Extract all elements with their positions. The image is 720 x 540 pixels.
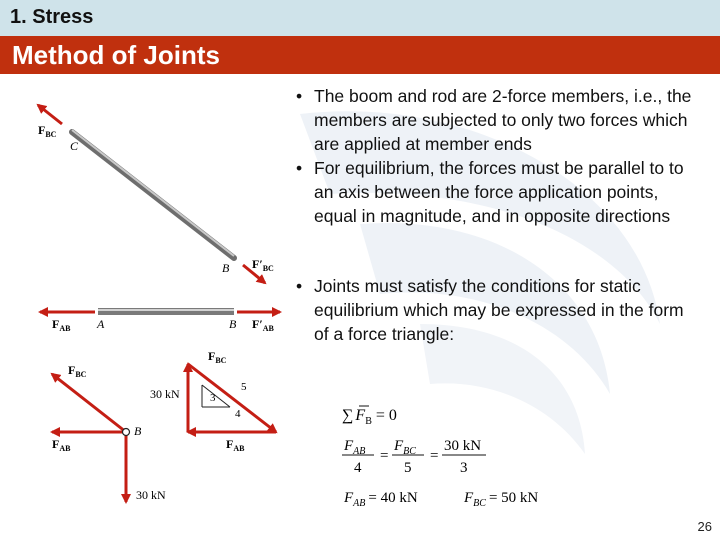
bullet-equilibrium-forces: • For equilibrium, the forces must be parallel to to an axis between the force application points, equal in magnitude, and in opposite directions — [292, 156, 702, 228]
slide-title: Method of Joints — [12, 40, 220, 70]
rod-member — [98, 308, 234, 315]
label-tri-5: 5 — [241, 381, 247, 393]
force-fbc-arrow — [38, 105, 62, 124]
label-tri-3: 3 — [210, 392, 216, 404]
bullet-list — [292, 84, 702, 346]
label-point-c: C — [70, 139, 79, 153]
label-point-a: A — [97, 317, 105, 331]
eq-result-fbc: $F_{BC} = 50$ kN — [464, 490, 539, 509]
label-joint-fab: $F_{AB}$ — [52, 437, 71, 453]
label-joint-load: 30 kN — [136, 488, 166, 502]
eq-frac2-num: $F_{BC}$ — [394, 438, 416, 457]
force-triangle — [188, 364, 276, 432]
eq-frac3-den: 3 — [460, 460, 468, 476]
boom-member — [72, 130, 234, 258]
label-fab-prime: $F'_{AB}$ — [252, 317, 274, 333]
free-body-diagram — [0, 74, 290, 514]
force-triangle-equations — [338, 398, 578, 510]
label-tri-fab: $F_{AB}$ — [226, 437, 245, 453]
label-joint-fbc: $F_{BC}$ — [68, 363, 87, 379]
label-fbc: $F_{BC}$ — [38, 123, 57, 139]
label-point-b-rod: B — [229, 317, 237, 331]
label-fab: $F_{AB}$ — [52, 317, 71, 333]
page-number: 26 — [697, 519, 712, 534]
joint-b-diagram — [52, 374, 130, 502]
eq-frac2-den: 5 — [404, 460, 412, 476]
eq-frac1-num: $F_{AB}$ — [344, 438, 366, 457]
label-point-b-boom: B — [222, 261, 230, 275]
section-title: 1. Stress — [10, 6, 94, 28]
label-fbc-prime: $F'_{BC}$ — [252, 257, 274, 273]
label-tri-fbc: $F_{BC}$ — [208, 349, 227, 365]
section-header-bar — [0, 0, 720, 36]
eq-equals-2: = — [430, 448, 439, 464]
label-tri-load: 30 kN — [150, 387, 180, 401]
bullet-joint-equilibrium: • Joints must satisfy the conditions for static equilibrium which may be expressed in the form of a force triangle: — [292, 274, 702, 346]
eq-frac1-den: 4 — [354, 460, 362, 476]
slide-title-bar — [0, 36, 720, 74]
eq-sum: ∑ $F_B = 0$ — [342, 407, 397, 427]
eq-frac3-num: 30 kN — [444, 438, 482, 454]
bullet-two-force-members: • The boom and rod are 2-force members, i.e., the members are subjected to only two forces which are applied at member ends — [292, 84, 702, 156]
eq-result-fab: $F_{AB} = 40$ kN — [344, 490, 418, 509]
label-joint-b: B — [134, 424, 142, 438]
label-tri-4: 4 — [235, 408, 241, 420]
eq-equals-1: = — [380, 448, 389, 464]
